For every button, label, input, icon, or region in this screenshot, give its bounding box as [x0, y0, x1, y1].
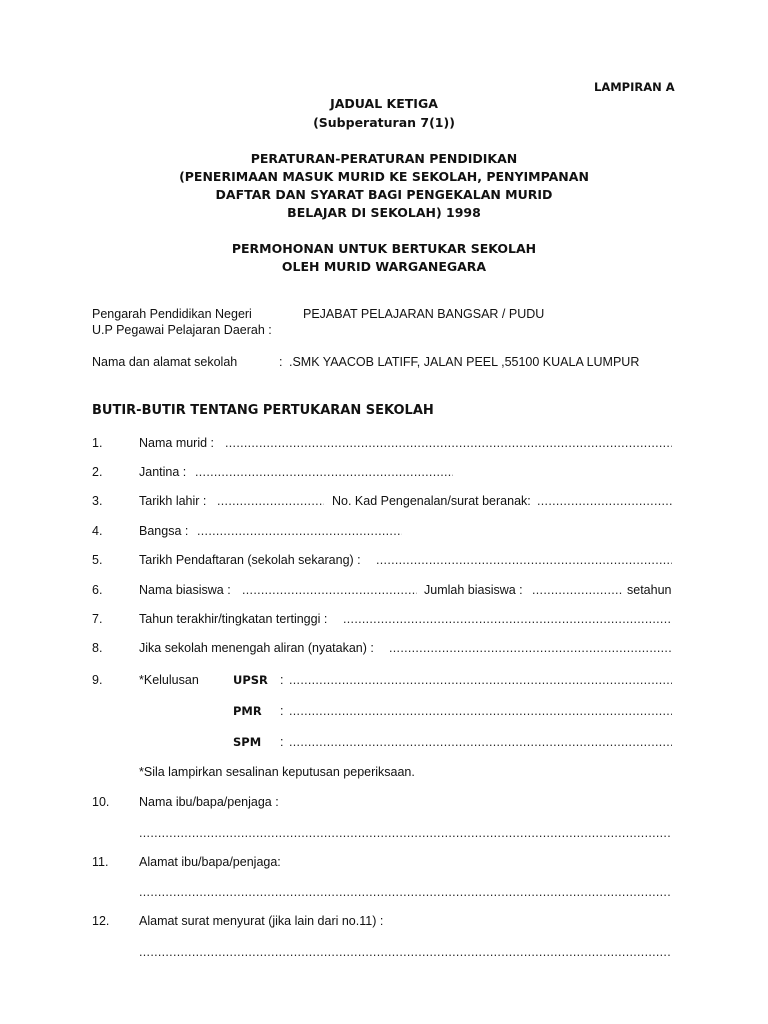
kad-pengenalan-field[interactable]: [537, 494, 672, 508]
title-line-4: BELAJAR DI SEKOLAH) 1998: [287, 205, 481, 220]
spm-label: SPM: [233, 735, 262, 749]
lampiran-label: LAMPIRAN A: [594, 80, 675, 94]
kelulusan-label: *Kelulusan: [139, 673, 199, 687]
addressee-label-1: Pengarah Pendidikan Negeri: [92, 307, 252, 321]
tahun-terakhir-label: Tahun terakhir/tingkatan tertinggi :: [139, 612, 328, 626]
bangsa-label: Bangsa :: [139, 524, 189, 538]
tarikh-lahir-label: Tarikh lahir :: [139, 494, 207, 508]
item-number: 9.: [92, 673, 103, 687]
school-separator: :: [279, 355, 283, 369]
setahun-label: setahun: [627, 583, 672, 597]
title-line-1: PERATURAN-PERATURAN PENDIDIKAN: [250, 151, 518, 166]
spm-separator: :: [280, 735, 284, 749]
jadual-title: JADUAL KETIGA: [330, 96, 438, 111]
alamat-surat-field[interactable]: [139, 945, 672, 959]
tarikh-pendaftaran-label: Tarikh Pendaftaran (sekolah sekarang) :: [139, 553, 361, 567]
item-number: 2.: [92, 465, 103, 479]
tahun-terakhir-field[interactable]: [343, 612, 672, 626]
nama-penjaga-field[interactable]: [139, 826, 672, 840]
jumlah-biasiswa-label: Jumlah biasiswa :: [424, 583, 523, 597]
item-number: 12.: [92, 914, 110, 928]
item-number: 10.: [92, 795, 110, 809]
subtitle-line-2: OLEH MURID WARGANEGARA: [281, 259, 487, 274]
nama-murid-label: Nama murid :: [139, 436, 215, 450]
section-title: BUTIR-BUTIR TENTANG PERTUKARAN SEKOLAH: [92, 403, 434, 418]
nama-biasiswa-label: Nama biasiswa :: [139, 583, 231, 597]
item-number: 6.: [92, 583, 103, 597]
tarikh-lahir-field[interactable]: [217, 494, 324, 508]
upsr-label: UPSR: [233, 673, 268, 687]
item-number: 4.: [92, 524, 103, 538]
item-number: 5.: [92, 553, 103, 567]
item-number: 1.: [92, 436, 103, 450]
school-value: .SMK YAACOB LATIFF, JALAN PEEL ,55100 KUALA LUMPUR: [289, 355, 640, 369]
title-line-3: DAFTAR DAN SYARAT BAGI PENGEKALAN MURID: [215, 187, 553, 202]
addressee-value-1: PEJABAT PELAJARAN BANGSAR / PUDU: [303, 307, 545, 321]
pmr-separator: :: [280, 704, 284, 718]
jantina-field[interactable]: [195, 465, 453, 479]
bangsa-field[interactable]: [197, 524, 402, 538]
nama-biasiswa-field[interactable]: [242, 583, 417, 597]
alamat-penjaga-label: Alamat ibu/bapa/penjaga:: [139, 855, 281, 869]
alamat-penjaga-field[interactable]: [139, 885, 672, 899]
aliran-label: Jika sekolah menengah aliran (nyatakan) :: [139, 641, 374, 655]
alamat-surat-label: Alamat surat menyurat (jika lain dari no.11) :: [139, 914, 384, 928]
jumlah-biasiswa-field[interactable]: [532, 583, 623, 597]
spm-field[interactable]: [289, 735, 672, 749]
item-number: 11.: [92, 855, 109, 869]
jantina-label: Jantina :: [139, 465, 187, 479]
aliran-field[interactable]: [389, 641, 672, 655]
subtitle-line-1: PERMOHONAN UNTUK BERTUKAR SEKOLAH: [231, 241, 537, 256]
item-number: 7.: [92, 612, 103, 626]
title-line-2: (PENERIMAAN MASUK MURID KE SEKOLAH, PENYIMPANAN: [179, 169, 589, 184]
kad-pengenalan-label: No. Kad Pengenalan/surat beranak:: [332, 494, 531, 508]
upsr-field[interactable]: [289, 673, 672, 687]
addressee-label-2: U.P Pegawai Pelajaran Daerah :: [92, 323, 272, 337]
item-number: 8.: [92, 641, 103, 655]
upsr-separator: :: [280, 673, 284, 687]
pmr-label: PMR: [233, 704, 262, 718]
pmr-field[interactable]: [289, 704, 672, 718]
subperaturan: (Subperaturan 7(1)): [313, 115, 455, 130]
item-number: 3.: [92, 494, 103, 508]
school-label: Nama dan alamat sekolah: [92, 355, 238, 369]
kelulusan-note: *Sila lampirkan sesalinan keputusan peperiksaan.: [139, 765, 415, 779]
tarikh-pendaftaran-field[interactable]: [376, 553, 672, 567]
nama-penjaga-label: Nama ibu/bapa/penjaga :: [139, 795, 279, 809]
nama-murid-field[interactable]: [225, 436, 672, 450]
